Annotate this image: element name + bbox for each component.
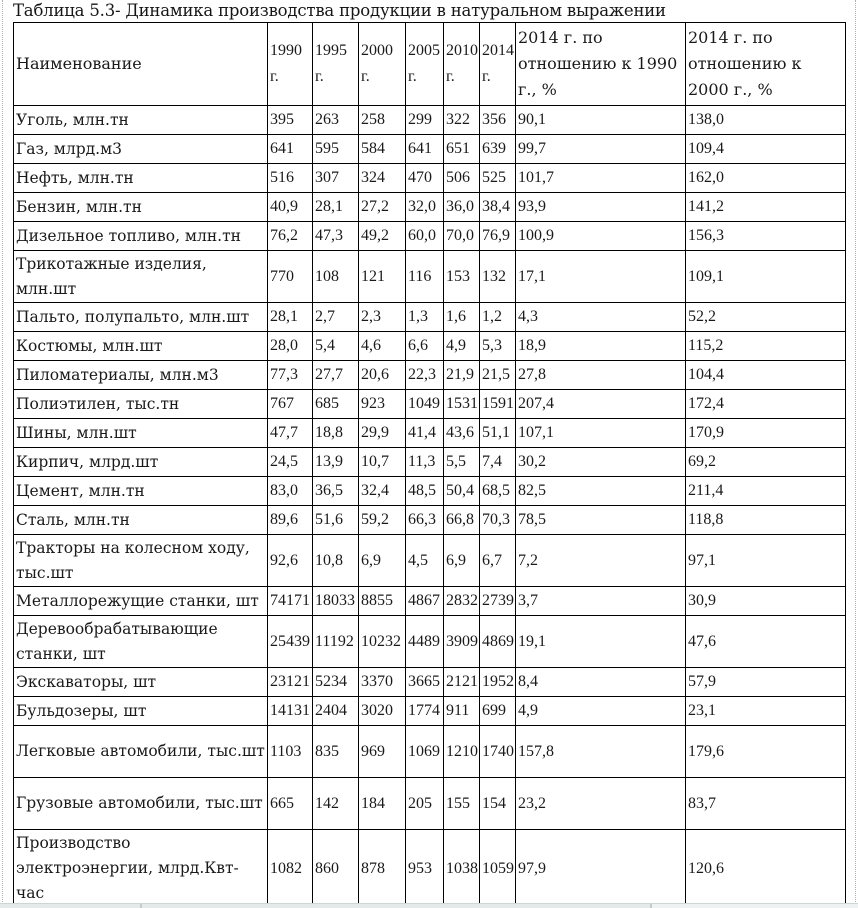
value-cell: 525 [480,164,516,193]
production-dynamics-table [13,22,846,908]
value-cell: 641 [406,135,444,164]
value-cell: 3020 [359,697,406,726]
value-cell: 27,7 [313,361,359,390]
table-header-row [14,23,846,106]
product-name-cell: Пиломатериалы, млн.м3 [14,361,268,390]
value-cell: 138,0 [686,106,846,135]
value-cell: 47,6 [686,616,846,668]
value-cell: 1531 [444,390,480,419]
value-cell: 923 [359,390,406,419]
table-row [14,506,846,535]
value-cell: 109,4 [686,135,846,164]
value-cell: 28,0 [268,332,313,361]
table-row [14,830,846,908]
value-cell: 4,3 [516,303,686,332]
value-cell: 47,3 [313,222,359,251]
value-cell: 32,0 [406,193,444,222]
product-name-cell: Цемент, млн.тн [14,477,268,506]
value-cell: 156,3 [686,222,846,251]
value-cell: 3,7 [516,587,686,616]
value-cell: 78,5 [516,506,686,535]
column-header: 2014 г. [480,23,516,106]
product-name-cell: Грузовые автомобили, тыс.шт [14,778,268,830]
value-cell: 179,6 [686,726,846,778]
value-cell: 8855 [359,587,406,616]
value-cell: 1059 [480,830,516,908]
table-row [14,535,846,587]
value-cell: 5,5 [444,448,480,477]
product-name-cell: Производство электроэнергии, млрд.Квт-час [14,830,268,908]
product-name-cell: Бульдозеры, шт [14,697,268,726]
value-cell: 7,4 [480,448,516,477]
value-cell: 25439 [268,616,313,668]
value-cell: 356 [480,106,516,135]
value-cell: 1069 [406,726,444,778]
value-cell: 69,2 [686,448,846,477]
value-cell: 4869 [480,616,516,668]
table-row [14,193,846,222]
column-header: 2014 г. по отношению к 2000 г., % [686,23,846,106]
value-cell: 699 [480,697,516,726]
scrollbar-divider [140,904,142,908]
value-cell: 92,6 [268,535,313,587]
value-cell: 18,9 [516,332,686,361]
value-cell: 120,6 [686,830,846,908]
value-cell: 97,1 [686,535,846,587]
value-cell: 258 [359,106,406,135]
value-cell: 2,3 [359,303,406,332]
value-cell: 860 [313,830,359,908]
product-name-cell: Кирпич, млрд.шт [14,448,268,477]
value-cell: 23,1 [686,697,846,726]
table-row [14,303,846,332]
value-cell: 97,9 [516,830,686,908]
value-cell: 207,4 [516,390,686,419]
column-header: 1990 г. [268,23,313,106]
value-cell: 32,4 [359,477,406,506]
value-cell: 104,4 [686,361,846,390]
value-cell: 665 [268,778,313,830]
value-cell: 1591 [480,390,516,419]
value-cell: 60,0 [406,222,444,251]
value-cell: 108 [313,251,359,303]
value-cell: 11192 [313,616,359,668]
column-header: 2000 г. [359,23,406,106]
value-cell: 70,3 [480,506,516,535]
value-cell: 2404 [313,697,359,726]
value-cell: 1952 [480,668,516,697]
value-cell: 878 [359,830,406,908]
value-cell: 24,5 [268,448,313,477]
value-cell: 83,0 [268,477,313,506]
product-name-cell: Сталь, млн.тн [14,506,268,535]
column-header: 2010 г. [444,23,480,106]
value-cell: 22,3 [406,361,444,390]
value-cell: 93,9 [516,193,686,222]
value-cell: 68,5 [480,477,516,506]
product-name-cell: Уголь, млн.тн [14,106,268,135]
table-row [14,778,846,830]
scrollbar-track-segment[interactable] [652,904,858,908]
value-cell: 170,9 [686,419,846,448]
value-cell: 76,2 [268,222,313,251]
column-header: 2005 г. [406,23,444,106]
table-row [14,251,846,303]
value-cell: 4,9 [516,697,686,726]
value-cell: 99,7 [516,135,686,164]
value-cell: 27,2 [359,193,406,222]
value-cell: 6,6 [406,332,444,361]
value-cell: 115,2 [686,332,846,361]
value-cell: 154 [480,778,516,830]
value-cell: 30,9 [686,587,846,616]
text-boundary-right-line [855,0,856,908]
value-cell: 21,5 [480,361,516,390]
value-cell: 6,9 [444,535,480,587]
value-cell: 51,1 [480,419,516,448]
value-cell: 1082 [268,830,313,908]
value-cell: 1774 [406,697,444,726]
value-cell: 29,9 [359,419,406,448]
value-cell: 2739 [480,587,516,616]
value-cell: 835 [313,726,359,778]
value-cell: 74171 [268,587,313,616]
value-cell: 5,3 [480,332,516,361]
value-cell: 7,2 [516,535,686,587]
value-cell: 116 [406,251,444,303]
value-cell: 30,2 [516,448,686,477]
value-cell: 1,3 [406,303,444,332]
product-name-cell: Легковые автомобили, тыс.шт [14,726,268,778]
value-cell: 3665 [406,668,444,697]
value-cell: 4,6 [359,332,406,361]
value-cell: 1103 [268,726,313,778]
value-cell: 52,2 [686,303,846,332]
product-name-cell: Газ, млрд.м3 [14,135,268,164]
value-cell: 66,8 [444,506,480,535]
product-name-cell: Пальто, полупальто, млн.шт [14,303,268,332]
value-cell: 14131 [268,697,313,726]
value-cell: 211,4 [686,477,846,506]
value-cell: 3909 [444,616,480,668]
value-cell: 584 [359,135,406,164]
value-cell: 969 [359,726,406,778]
value-cell: 57,9 [686,668,846,697]
product-name-cell: Экскаваторы, шт [14,668,268,697]
value-cell: 20,6 [359,361,406,390]
value-cell: 100,9 [516,222,686,251]
value-cell: 263 [313,106,359,135]
value-cell: 2832 [444,587,480,616]
value-cell: 595 [313,135,359,164]
text-boundary-left-line [2,0,3,908]
value-cell: 157,8 [516,726,686,778]
value-cell: 322 [444,106,480,135]
value-cell: 770 [268,251,313,303]
product-name-cell: Деревообрабатывающие станки, шт [14,616,268,668]
table-row [14,477,846,506]
value-cell: 141,2 [686,193,846,222]
value-cell: 101,7 [516,164,686,193]
product-name-cell: Тракторы на колесном ходу, тыс.шт [14,535,268,587]
value-cell: 5,4 [313,332,359,361]
table-row [14,726,846,778]
value-cell: 685 [313,390,359,419]
value-cell: 5234 [313,668,359,697]
table-row [14,390,846,419]
value-cell: 66,3 [406,506,444,535]
value-cell: 82,5 [516,477,686,506]
value-cell: 77,3 [268,361,313,390]
value-cell: 118,8 [686,506,846,535]
value-cell: 10232 [359,616,406,668]
value-cell: 506 [444,164,480,193]
horizontal-scrollbar[interactable] [0,903,858,908]
value-cell: 1049 [406,390,444,419]
value-cell: 90,1 [516,106,686,135]
product-name-cell: Шины, млн.шт [14,419,268,448]
value-cell: 3370 [359,668,406,697]
column-header: 2014 г. по отношению к 1990 г., % [516,23,686,106]
value-cell: 76,9 [480,222,516,251]
table-row [14,587,846,616]
product-name-cell: Трикотажные изделия, млн.шт [14,251,268,303]
value-cell: 1740 [480,726,516,778]
product-name-cell: Металлорежущие станки, шт [14,587,268,616]
value-cell: 953 [406,830,444,908]
value-cell: 28,1 [313,193,359,222]
table-row [14,616,846,668]
value-cell: 639 [480,135,516,164]
value-cell: 205 [406,778,444,830]
value-cell: 184 [359,778,406,830]
value-cell: 36,5 [313,477,359,506]
value-cell: 153 [444,251,480,303]
table-row [14,106,846,135]
value-cell: 6,7 [480,535,516,587]
table-row [14,332,846,361]
value-cell: 50,4 [444,477,480,506]
value-cell: 4489 [406,616,444,668]
table-row [14,135,846,164]
value-cell: 155 [444,778,480,830]
value-cell: 2121 [444,668,480,697]
value-cell: 59,2 [359,506,406,535]
value-cell: 132 [480,251,516,303]
value-cell: 47,7 [268,419,313,448]
value-cell: 911 [444,697,480,726]
product-name-cell: Нефть, млн.тн [14,164,268,193]
column-header: 1995 г. [313,23,359,106]
value-cell: 48,5 [406,477,444,506]
value-cell: 767 [268,390,313,419]
table-row [14,361,846,390]
table-row [14,419,846,448]
value-cell: 172,4 [686,390,846,419]
value-cell: 470 [406,164,444,193]
value-cell: 21,9 [444,361,480,390]
product-name-cell: Костюмы, млн.шт [14,332,268,361]
value-cell: 18033 [313,587,359,616]
value-cell: 51,6 [313,506,359,535]
value-cell: 1,6 [444,303,480,332]
value-cell: 49,2 [359,222,406,251]
value-cell: 18,8 [313,419,359,448]
value-cell: 11,3 [406,448,444,477]
value-cell: 1038 [444,830,480,908]
value-cell: 10,7 [359,448,406,477]
value-cell: 2,7 [313,303,359,332]
table-row [14,222,846,251]
value-cell: 4867 [406,587,444,616]
value-cell: 395 [268,106,313,135]
value-cell: 4,5 [406,535,444,587]
value-cell: 89,6 [268,506,313,535]
value-cell: 299 [406,106,444,135]
product-name-cell: Полиэтилен, тыс.тн [14,390,268,419]
table-row [14,164,846,193]
value-cell: 1210 [444,726,480,778]
value-cell: 162,0 [686,164,846,193]
value-cell: 1,2 [480,303,516,332]
value-cell: 121 [359,251,406,303]
scrollbar-divider [650,904,652,908]
value-cell: 23121 [268,668,313,697]
value-cell: 23,2 [516,778,686,830]
value-cell: 41,4 [406,419,444,448]
value-cell: 28,1 [268,303,313,332]
column-header-name: Наименование [14,23,268,106]
table-row [14,697,846,726]
product-name-cell: Бензин, млн.тн [14,193,268,222]
value-cell: 4,9 [444,332,480,361]
value-cell: 70,0 [444,222,480,251]
value-cell: 38,4 [480,193,516,222]
value-cell: 13,9 [313,448,359,477]
table-row [14,448,846,477]
value-cell: 651 [444,135,480,164]
value-cell: 109,1 [686,251,846,303]
value-cell: 8,4 [516,668,686,697]
value-cell: 83,7 [686,778,846,830]
value-cell: 40,9 [268,193,313,222]
table-row [14,668,846,697]
value-cell: 142 [313,778,359,830]
table-caption: Таблица 5.3- Динамика производства продукции в натуральном выражении [13,1,666,20]
value-cell: 19,1 [516,616,686,668]
value-cell: 641 [268,135,313,164]
value-cell: 36,0 [444,193,480,222]
value-cell: 6,9 [359,535,406,587]
value-cell: 10,8 [313,535,359,587]
product-name-cell: Дизельное топливо, млн.тн [14,222,268,251]
value-cell: 107,1 [516,419,686,448]
value-cell: 516 [268,164,313,193]
value-cell: 27,8 [516,361,686,390]
value-cell: 17,1 [516,251,686,303]
value-cell: 307 [313,164,359,193]
value-cell: 43,6 [444,419,480,448]
value-cell: 324 [359,164,406,193]
